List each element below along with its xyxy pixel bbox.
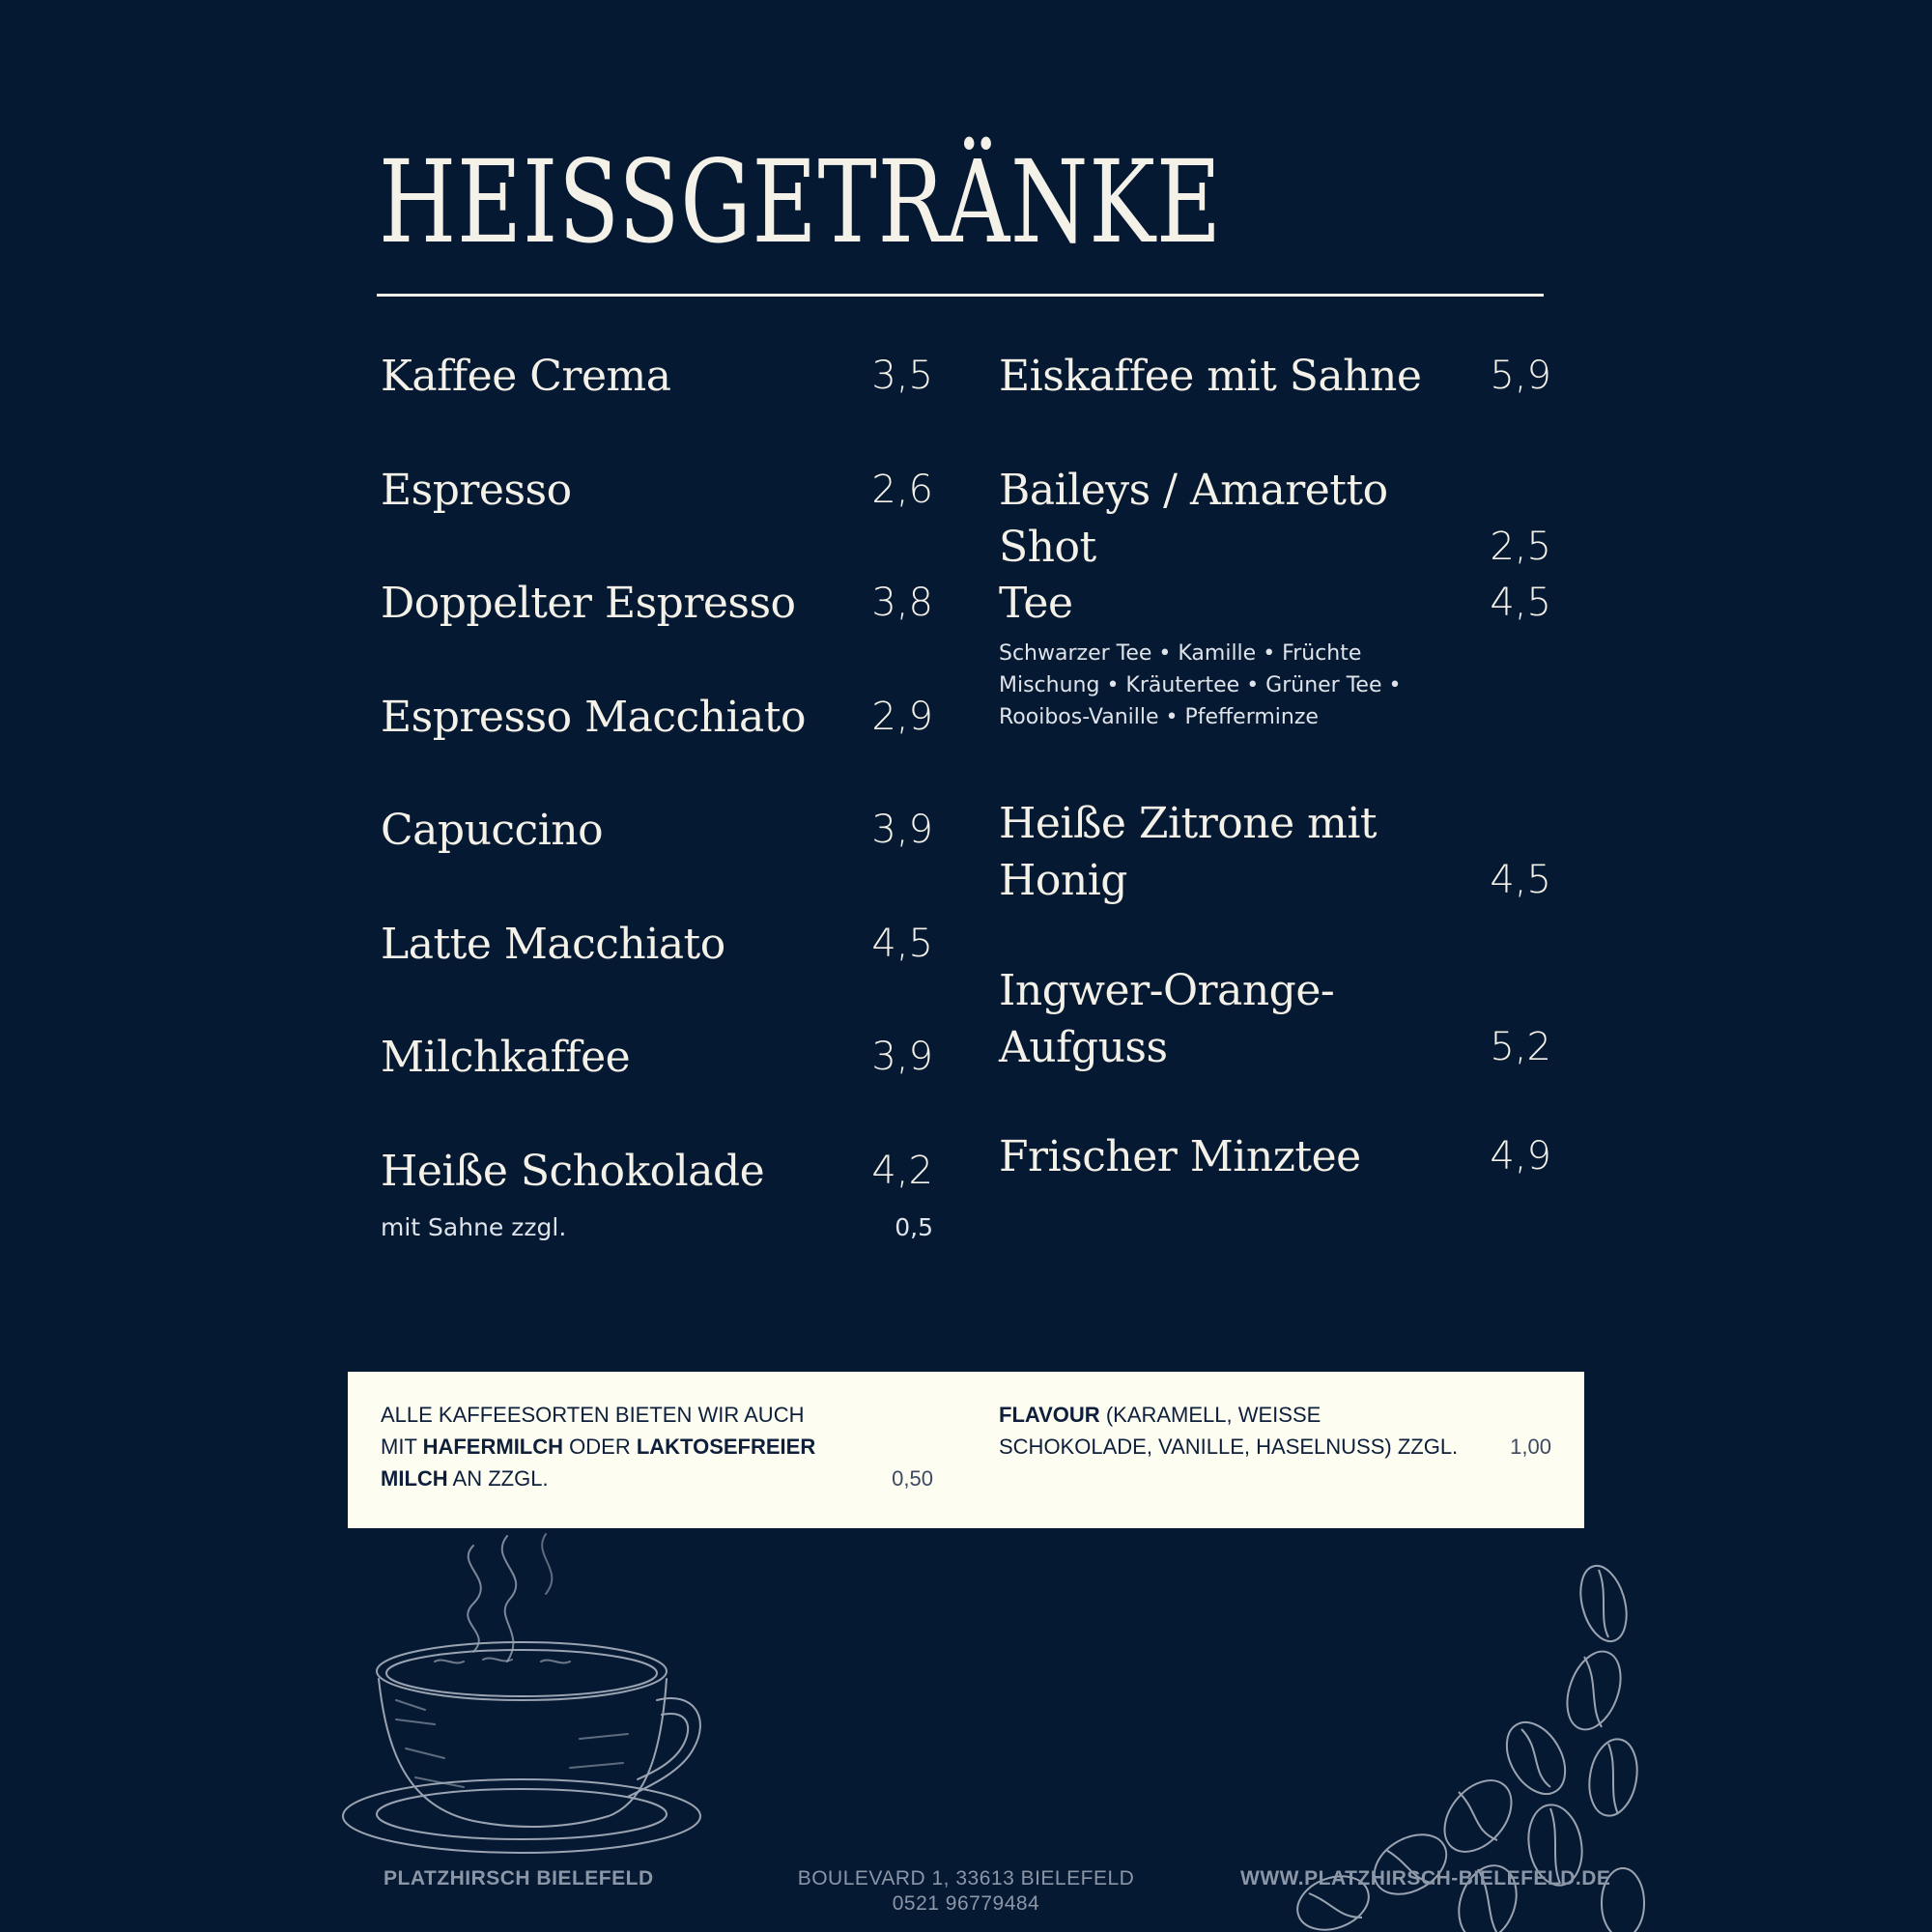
- footer-address: [773, 1866, 1159, 1917]
- item-name: Baileys / Amaretto Shot: [999, 466, 1388, 572]
- item-name: Eiskaffee mit Sahne: [999, 352, 1422, 401]
- item-name: Doppelter Espresso: [381, 579, 796, 628]
- item-name: Espresso: [381, 466, 572, 515]
- extra-price: 0,5: [895, 1213, 933, 1241]
- menu-item: [381, 575, 933, 632]
- item-name: Frischer Minztee: [999, 1132, 1361, 1181]
- item-price: 4,5: [871, 922, 933, 966]
- note-text-segment: ALLE KAFFEESORTEN BIETEN WIR AUCH MIT: [381, 1403, 805, 1459]
- item-description: Schwarzer Tee • Kamille • Früchte Mischung • Kräutertee • Grüner Tee • Rooibos-Vanille • Pfefferminze: [999, 641, 1402, 729]
- note-text-segment: (KARAMELL, WEISSE SCHOKOLADE, VANILLE, HASELNUSS) ZZGL.: [999, 1403, 1459, 1459]
- note-text-bold: LAKTOSEFREIER MILCH: [381, 1435, 816, 1491]
- menu-item: [381, 462, 933, 519]
- item-price: 3,5: [871, 354, 933, 398]
- menu-item: [999, 962, 1551, 1076]
- item-price: 3,9: [871, 808, 933, 852]
- item-price: 5,9: [1490, 354, 1551, 398]
- menu-item: [381, 1029, 933, 1086]
- note-text-bold: HAFERMILCH: [422, 1435, 564, 1459]
- item-name: Ingwer-Orange-Aufguss: [999, 966, 1335, 1072]
- item-price: 2,9: [871, 695, 933, 739]
- title-divider: [377, 294, 1544, 297]
- item-name: Milchkaffee: [381, 1033, 631, 1082]
- menu-item: [381, 689, 933, 746]
- footer-phone: 0521 96779484: [892, 1892, 1040, 1915]
- note-text-segment: AN ZZGL.: [447, 1466, 549, 1491]
- page-title: HEISSGETRÄNKE: [379, 135, 1222, 269]
- menu-item: [999, 795, 1551, 909]
- milk-note: [381, 1399, 933, 1494]
- item-price: 4,2: [871, 1149, 933, 1193]
- item-price: 3,9: [871, 1035, 933, 1079]
- menu-item: [999, 348, 1551, 405]
- menu-item: [381, 1143, 933, 1241]
- footer-address-line: BOULEVARD 1, 33613 BIELEFELD: [797, 1867, 1135, 1889]
- item-price: 2,5: [1490, 525, 1551, 569]
- item-name: Heiße Zitrone mit Honig: [999, 799, 1378, 905]
- item-name: Latte Macchiato: [381, 920, 725, 969]
- menu-item: [999, 1128, 1551, 1185]
- milk-note-price: 0,50: [892, 1466, 933, 1491]
- item-price: 3,8: [871, 581, 933, 625]
- item-extra: [381, 1213, 933, 1241]
- menu-item: [999, 575, 1551, 733]
- note-text-segment: ODER: [563, 1435, 637, 1459]
- item-name: Heiße Schokolade: [381, 1147, 765, 1196]
- flavour-note-text: [999, 1399, 1463, 1463]
- item-price: 4,5: [1490, 858, 1551, 902]
- note-text-bold: FLAVOUR: [999, 1403, 1100, 1427]
- item-name: Espresso Macchiato: [381, 693, 806, 742]
- extras-note-box: [348, 1372, 1584, 1528]
- item-name: Capuccino: [381, 806, 604, 855]
- item-price: 5,2: [1490, 1025, 1551, 1069]
- item-price: 4,5: [1490, 581, 1551, 625]
- footer-website-link[interactable]: WWW.PLATZHIRSCH-BIELEFELD.DE: [1240, 1867, 1611, 1889]
- item-name: Tee: [999, 579, 1073, 628]
- item-price: 2,6: [871, 468, 933, 512]
- flavour-note-price: 1,00: [1510, 1435, 1551, 1459]
- item-name: Kaffee Crema: [381, 352, 671, 401]
- menu-item: [381, 802, 933, 859]
- footer-brand: PLATZHIRSCH BIELEFELD: [384, 1867, 654, 1889]
- menu-item: [999, 462, 1551, 576]
- milk-note-text: [381, 1399, 844, 1494]
- menu-item: [381, 348, 933, 405]
- menu-item: [381, 916, 933, 973]
- extra-label: mit Sahne zzgl.: [381, 1213, 567, 1241]
- item-price: 4,9: [1490, 1134, 1551, 1179]
- flavour-note: [999, 1399, 1551, 1463]
- coffee-cup-illustration: [338, 1526, 715, 1855]
